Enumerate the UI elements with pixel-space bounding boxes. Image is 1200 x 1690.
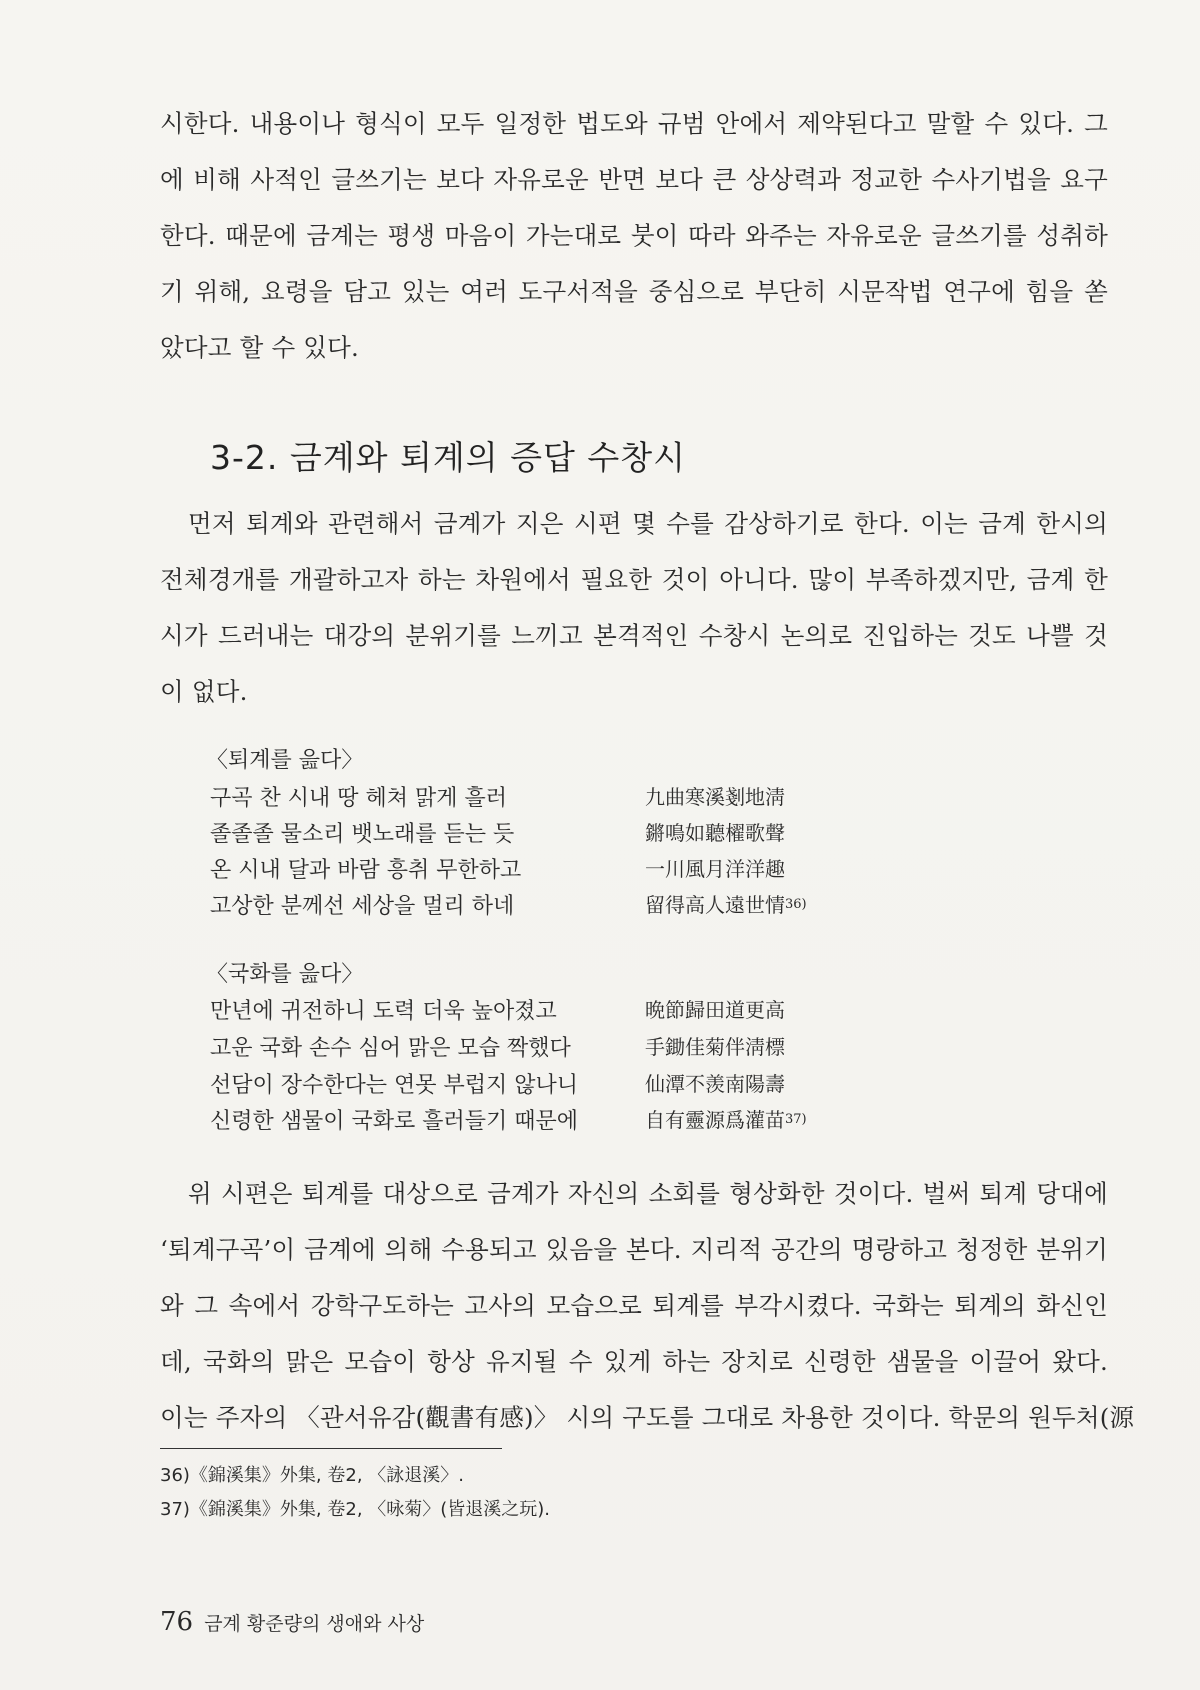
- poem-line: [210, 781, 850, 815]
- paragraph-line: 전체경개를 개괄하고자 하는 차원에서 필요한 것이 아니다. 많이 부족하겠지만, 금계 한: [160, 565, 1108, 594]
- footnote-37: 37)《錦溪集》外集, 卷2, 〈咏菊〉(皆退溪之玩).: [160, 1499, 551, 1520]
- page-footer: [160, 1607, 424, 1637]
- paragraph-1: [160, 96, 1108, 376]
- paragraph-2: [160, 496, 1108, 720]
- running-title: 금계 황준량의 생애와 사상: [204, 1613, 425, 1635]
- paragraph-line: ‘퇴계구곡’이 금계에 의해 수용되고 있음을 본다. 지리적 공간의 명랑하고 청정한 분위기: [160, 1235, 1108, 1264]
- poem-korean: 졸졸졸 물소리 뱃노래를 듣는 듯: [210, 822, 515, 847]
- poem-hanja: 一川風月洋洋趣: [645, 857, 785, 881]
- poem-line: [210, 889, 850, 923]
- poem-line: [210, 853, 850, 887]
- poem-title: 〈국화를 읊다〉: [206, 962, 364, 987]
- poem-korean: 온 시내 달과 바람 흥취 무한하고: [210, 858, 522, 883]
- poem-hanja: 留得高人遠世情$^{36)}$: [645, 893, 807, 917]
- poem-korean: 구곡 찬 시내 땅 헤쳐 맑게 흘러: [210, 786, 507, 811]
- poem-hanja: 九曲寒溪剗地淸: [645, 785, 785, 809]
- footnote-divider: [160, 1448, 502, 1449]
- section-heading: 3-2. 금계와 퇴계의 증답 수창시: [210, 438, 687, 477]
- poem-korean: 고상한 분께선 세상을 멀리 하네: [210, 894, 515, 919]
- paragraph-line: 이 없다.: [160, 677, 248, 706]
- poem-title: 〈퇴계를 읊다〉: [206, 748, 364, 773]
- poem-korean: 만년에 귀전하니 도력 더욱 높아졌고: [210, 999, 557, 1024]
- footnote-ref: 36): [785, 897, 807, 912]
- poem-line: [210, 1104, 850, 1138]
- poem-hanja: 自有靈源爲灌苗$^{37)}$: [645, 1108, 807, 1132]
- paragraph-line: 위 시편은 퇴계를 대상으로 금계가 자신의 소회를 형상화한 것이다. 벌써 퇴계 당대에: [188, 1179, 1108, 1208]
- footnote-ref: 37): [785, 1112, 807, 1127]
- poem-hanja: 晩節歸田道更高: [645, 998, 785, 1022]
- page-number: 76: [160, 1607, 194, 1637]
- poem-korean: 신령한 샘물이 국화로 흘러들기 때문에: [210, 1109, 579, 1134]
- paragraph-line: 에 비해 사적인 글쓰기는 보다 자유로운 반면 보다 큰 상상력과 정교한 수사기법을 요구: [160, 165, 1108, 194]
- footnote-36: 36)《錦溪集》外集, 卷2, 〈詠退溪〉.: [160, 1465, 464, 1486]
- poem-line: [210, 994, 850, 1028]
- poem-hanja: 仙潭不羡南陽壽: [645, 1072, 785, 1096]
- poem-line: [210, 817, 850, 851]
- paragraph-3: [160, 1166, 1135, 1446]
- paragraph-line: 데, 국화의 맑은 모습이 항상 유지될 수 있게 하는 장치로 신령한 샘물을 이끌어 왔다.: [160, 1347, 1108, 1376]
- paragraph-line: 기 위해, 요령을 담고 있는 여러 도구서적을 중심으로 부단히 시문작법 연구에 힘을 쏟: [160, 277, 1108, 306]
- paragraph-line: 한다. 때문에 금계는 평생 마음이 가는대로 붓이 따라 와주는 자유로운 글쓰기를 성취하: [160, 221, 1108, 250]
- poem-line: [210, 1068, 850, 1102]
- paragraph-line: 시한다. 내용이나 형식이 모두 일정한 법도와 규범 안에서 제약된다고 말할 수 있다. 그: [160, 109, 1108, 138]
- poem-korean: 고운 국화 손수 심어 맑은 모습 짝했다: [210, 1036, 571, 1061]
- poem-line: [210, 1031, 850, 1065]
- poem-hanja: 鏘鳴如聽櫂歌聲: [645, 821, 785, 845]
- paragraph-line: 이는 주자의 〈관서유감(觀書有感)〉 시의 구도를 그대로 차용한 것이다. 학문의 원두처(源: [160, 1403, 1135, 1432]
- paragraph-line: 았다고 할 수 있다.: [160, 333, 360, 362]
- paragraph-line: 먼저 퇴계와 관련해서 금계가 지은 시편 몇 수를 감상하기로 한다. 이는 금계 한시의: [188, 509, 1108, 538]
- poem-hanja: 手鋤佳菊伴淸標: [645, 1035, 785, 1059]
- poem-korean: 선담이 장수한다는 연못 부럽지 않나니: [210, 1073, 579, 1098]
- paragraph-line: 와 그 속에서 강학구도하는 고사의 모습으로 퇴계를 부각시켰다. 국화는 퇴계의 화신인: [160, 1291, 1108, 1320]
- paragraph-line: 시가 드러내는 대강의 분위기를 느끼고 본격적인 수창시 논의로 진입하는 것도 나쁠 것: [160, 621, 1108, 650]
